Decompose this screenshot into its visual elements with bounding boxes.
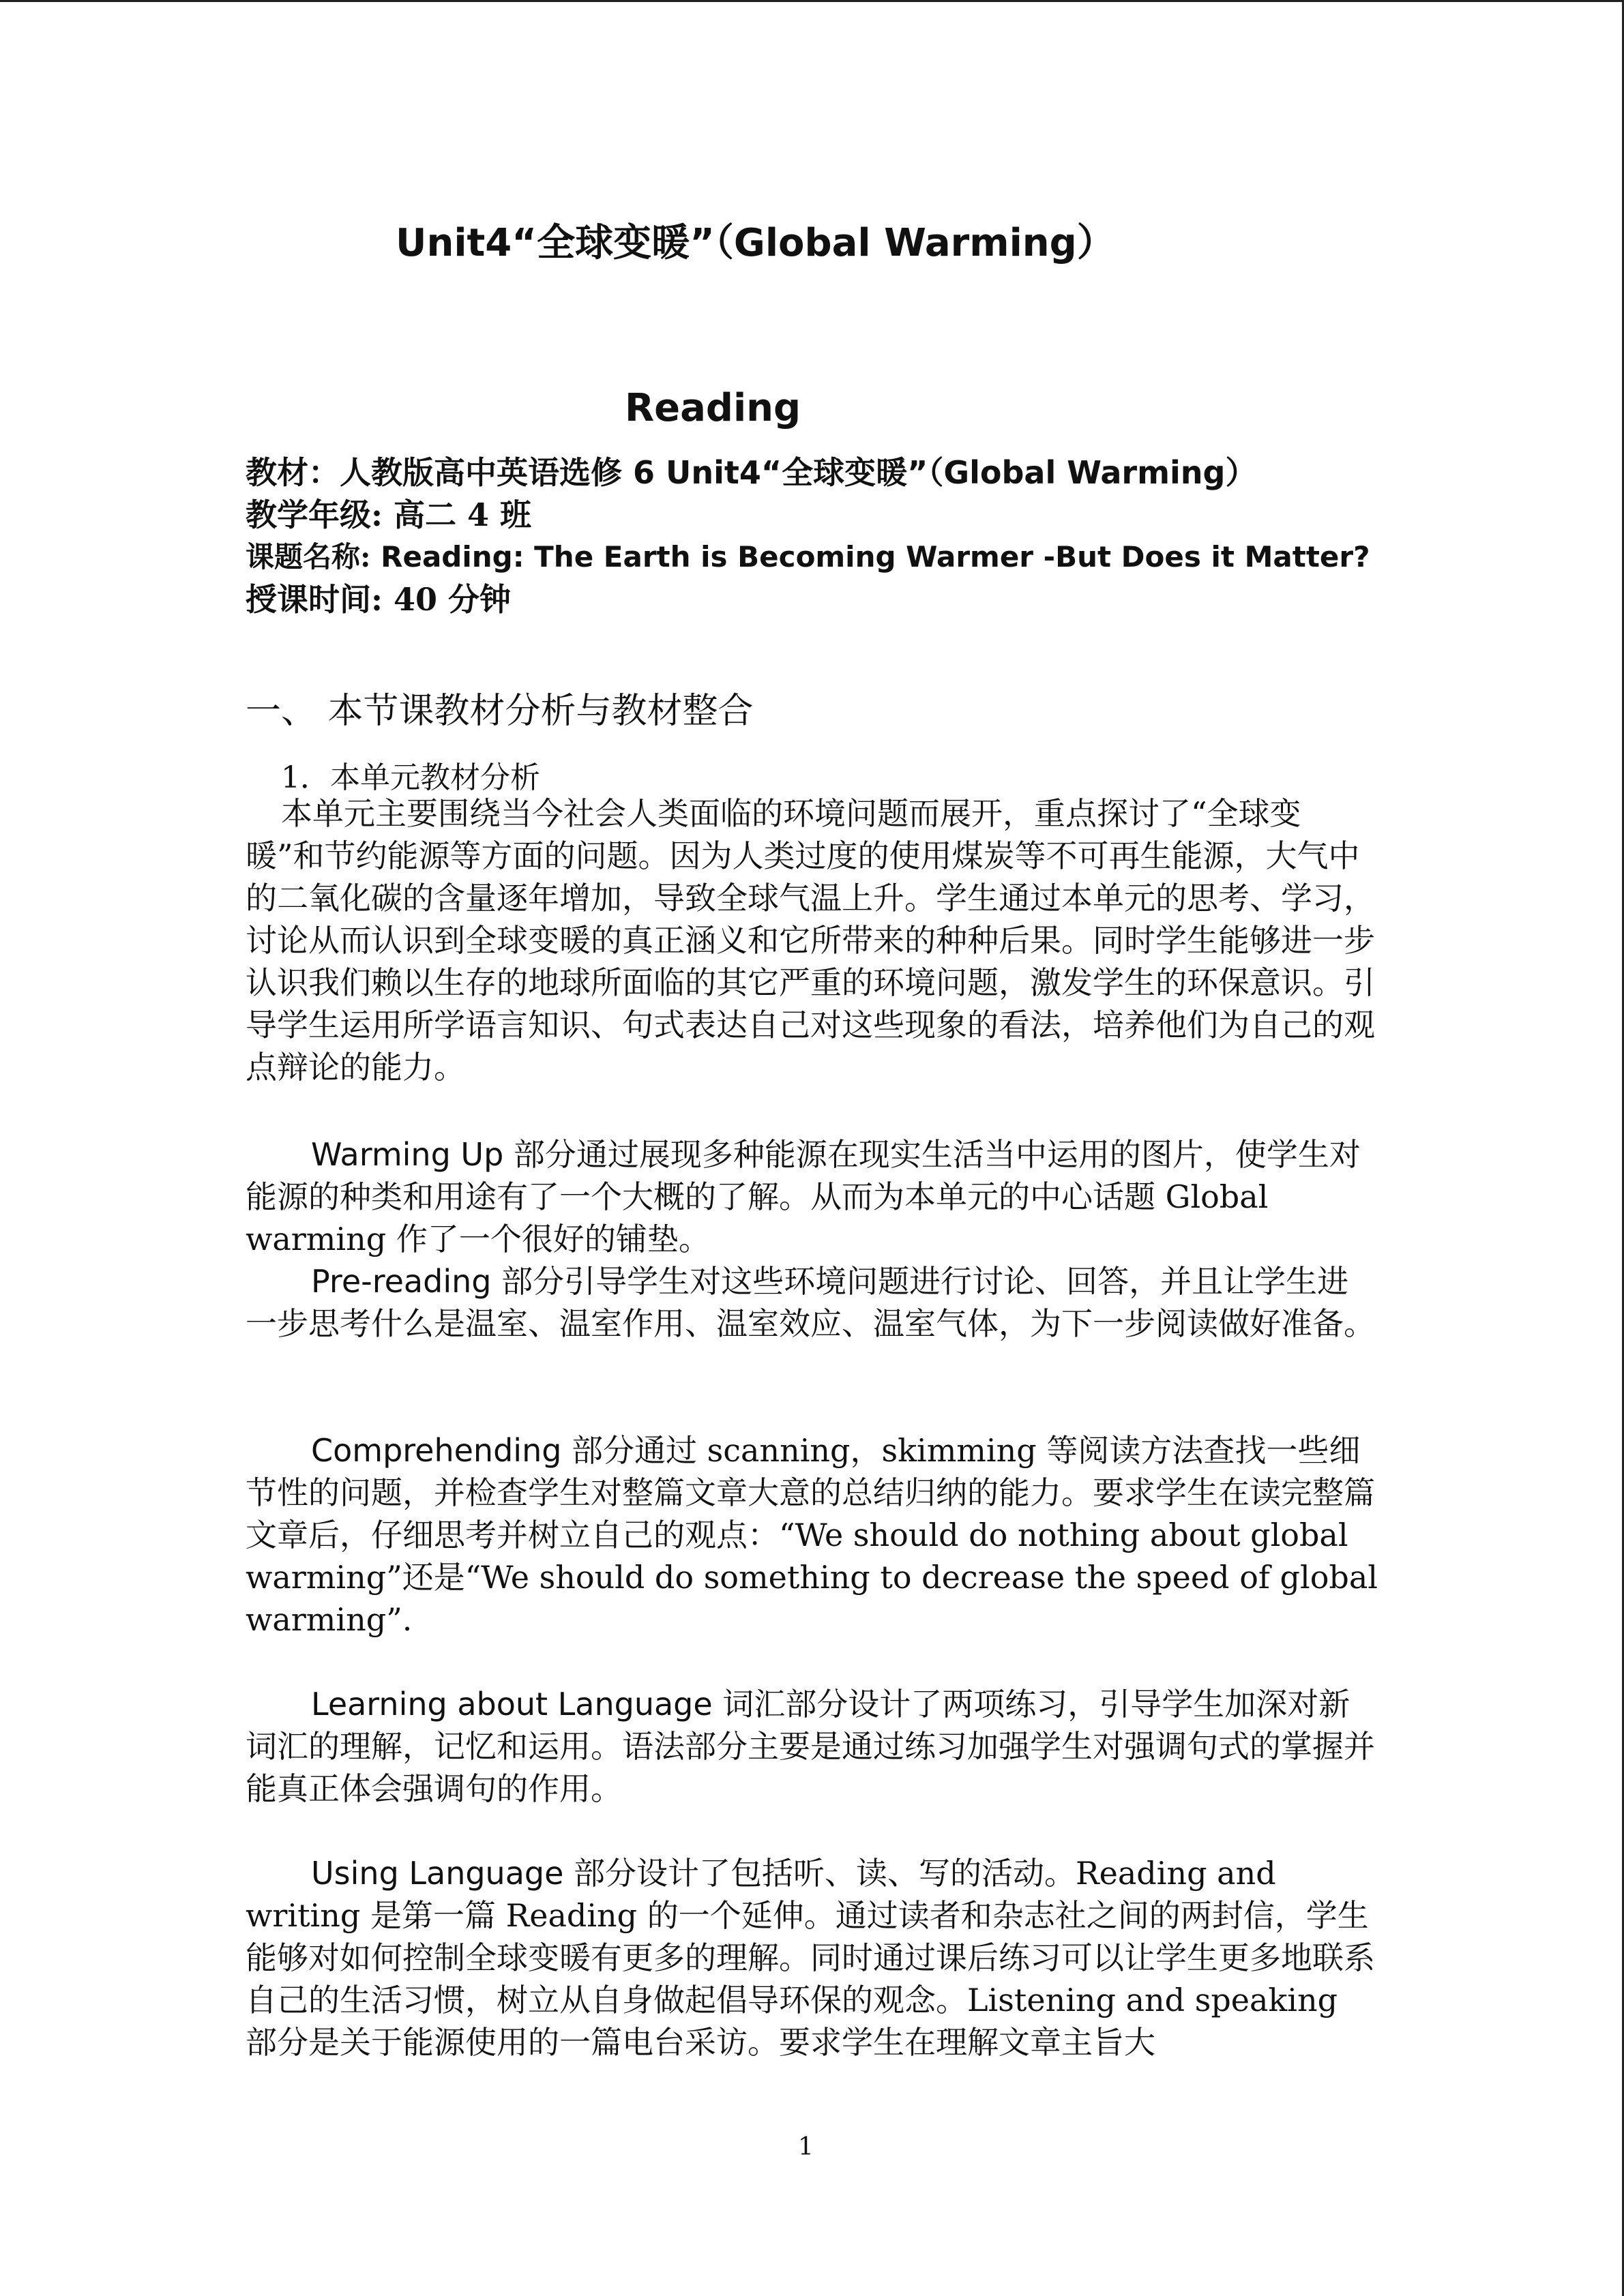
meta-grade <box>246 494 1419 536</box>
meta-time <box>246 578 1419 621</box>
document-subtitle: Reading <box>625 386 801 430</box>
paragraph-pre-reading <box>246 1260 1378 1345</box>
paragraph-unit-analysis: 本单元主要围绕当今社会人类面临的环境问题而展开，重点探讨了“全球变暖”和节约能源等方面的问题。因为人类过度的使用煤炭等不可再生能源，大气中的二氧化碳的含量逐年增加，导致全球气温上升。学生通过本单元的思考、学习，讨论从而认识到全球变暖的真正涵义和它所带来的种种后果。同时学生能够进一步认识我们赖以生存的地球所面临的其它严重的环境问题，激发学生的环保意识。引导学生运用所学语言知识、句式表达自己对这些现象的看法，培养他们为自己的观点辩论的能力。 <box>246 795 1375 1086</box>
paragraph-comprehending <box>246 1429 1378 1641</box>
paragraph-using-language <box>246 1852 1378 2063</box>
paragraph-learning-language-text: 词汇部分设计了两项练习，引导学生加深对新词汇的理解，记忆和运用。语法部分主要是通过练习加强学生对强调句式的掌握并能真正体会强调句的作用。 <box>246 1686 1375 1807</box>
paragraph-learning-language <box>246 1683 1378 1810</box>
paragraph-using-language-term: Using Language <box>311 1855 564 1892</box>
paragraph-pre-reading-text: 部分引导学生对这些环境问题进行讨论、回答，并且让学生进一步思考什么是温室、温室作用、温室效应、温室气体，为下一步阅读做好准备。 <box>246 1263 1375 1342</box>
meta-textbook-label: 教材： <box>246 454 340 491</box>
paragraph-comprehending-text: 部分通过 scanning，skimming 等阅读方法查找一些细节性的问题，并检查学生对整篇文章大意的总结归纳的能力。要求学生在读完整篇文章后，仔细思考并树立自己的观点：“We should do nothing about global warming”还是“We should do something to decrease the speed of global warming”. <box>246 1432 1378 1638</box>
paragraph-learning-language-term: Learning about Language <box>311 1686 713 1723</box>
meta-time-value: 40 分钟 <box>394 581 512 618</box>
meta-grade-label: 教学年级: <box>246 496 383 533</box>
meta-time-label: 授课时间: <box>246 581 383 618</box>
paragraph-warming-up-term: Warming Up <box>311 1136 504 1173</box>
document-title: Unit4“全球变暖”（Global Warming） <box>396 221 1115 265</box>
meta-textbook-value: 人教版高中英语选修 6 Unit4“全球变暖”（Global Warming） <box>340 454 1257 491</box>
paragraph-warming-up-text: 部分通过展现多种能源在现实生活当中运用的图片，使学生对能源的种类和用途有了一个大概的了解。从而为本单元的中心话题 Global warming 作了一个很好的铺垫。 <box>246 1136 1361 1257</box>
section-heading: 一、 本节课教材分析与教材整合 <box>246 691 754 732</box>
meta-topic-label: 课题名称: <box>246 540 371 573</box>
page-number: 1 <box>798 2133 814 2161</box>
sub-heading: 1．本单元教材分析 <box>281 760 540 795</box>
meta-topic <box>246 536 1419 578</box>
lesson-meta <box>246 451 1419 621</box>
meta-grade-value: 高二 4 班 <box>394 496 532 533</box>
paragraph-comprehending-term: Comprehending <box>311 1432 562 1469</box>
paragraph-pre-reading-term: Pre-reading <box>311 1263 492 1300</box>
paragraph-using-language-text: 部分设计了包括听、读、写的活动。Reading and writing 是第一篇 Reading 的一个延伸。通过读者和杂志社之间的两封信，学生能够对如何控制全球变暖有更多的理解。同时通过课后练习可以让学生更多地联系自己的生活习惯，树立从自身做起倡导环保的观念。Listening and speaking 部分是关于能源使用的一篇电台采访。要求学生在理解文章主旨大 <box>246 1855 1375 2061</box>
meta-topic-value: Reading: The Earth is Becoming Warmer -But Does it Matter? <box>381 540 1370 573</box>
paragraph-warming-up <box>246 1133 1378 1260</box>
page-border-top <box>0 0 1624 2</box>
meta-textbook <box>246 451 1419 494</box>
